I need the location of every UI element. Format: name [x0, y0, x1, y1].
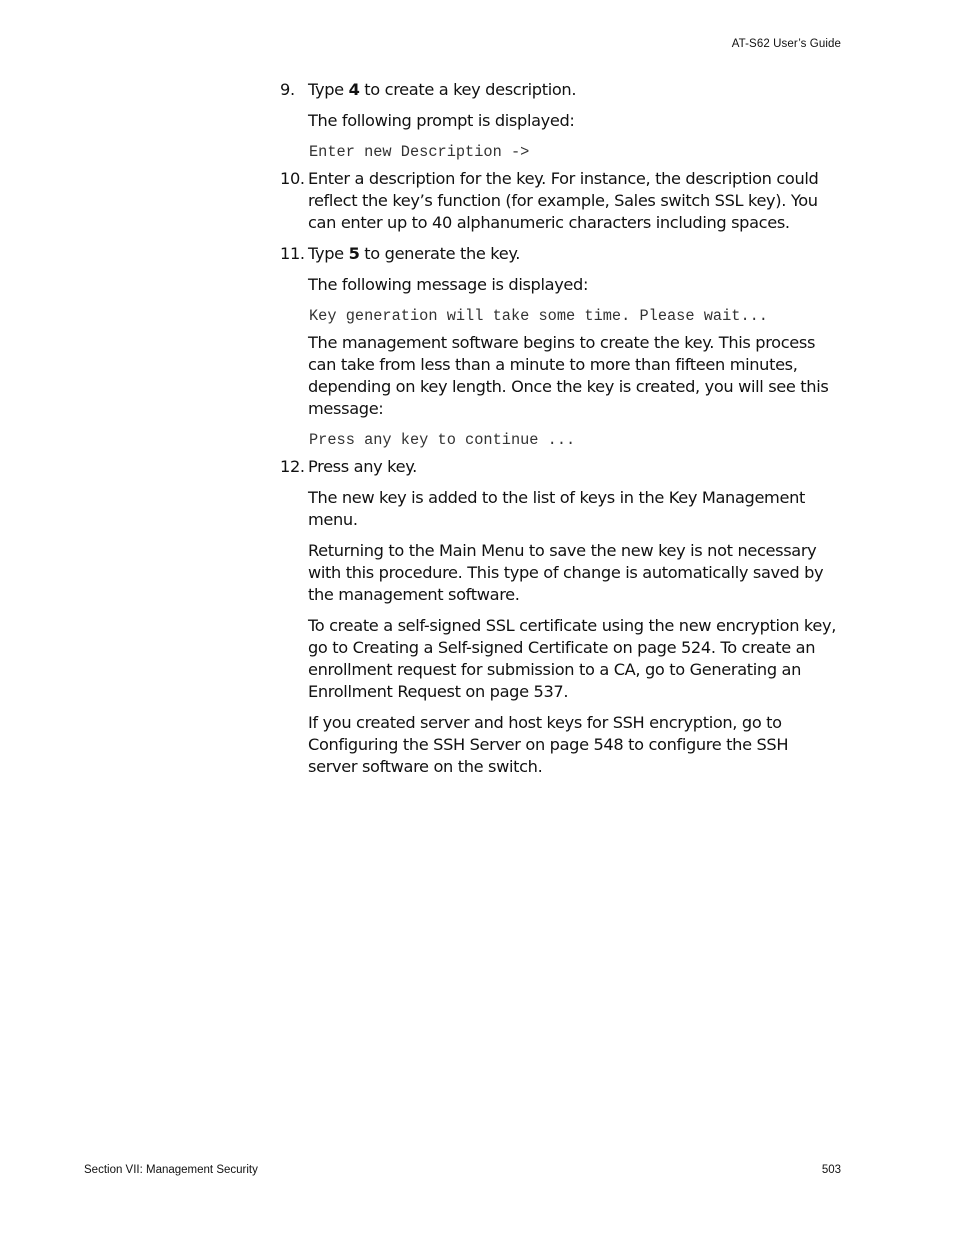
step-text: Press any key. — [308, 457, 417, 476]
step-key-bold: 5 — [348, 244, 360, 263]
paragraph-self-signed: To create a self-signed SSL certificate using the new encryption key, go to Creating a Self-signed Certificate on page 524. To create an enrollment request for submission to a CA, go to Generating an Enrollment Request on page 537. — [308, 616, 837, 701]
page-content — [280, 79, 842, 787]
paragraph-key-added: The new key is added to the list of keys in the Key Management menu. — [308, 488, 805, 529]
paragraph-returning: Returning to the Main Menu to save the new key is not necessary with this procedure. This type of change is automatically saved by the management software. — [308, 541, 824, 604]
step-text-post: to generate the key. — [359, 244, 521, 263]
paragraph-message-displayed: The following message is displayed: — [308, 275, 589, 294]
code-key-generation: Key generation will take some time. Please wait... — [309, 307, 768, 325]
step-text-pre: Type — [308, 244, 349, 263]
step-text-pre: Type — [308, 80, 349, 99]
code-press-any-key: Press any key to continue ... — [309, 431, 576, 449]
page-number: 503 — [821, 1164, 841, 1176]
step-9 — [280, 79, 842, 101]
paragraph-prompt-displayed: The following prompt is displayed: — [308, 111, 575, 130]
step-number: 12. — [280, 457, 305, 476]
step-key-bold: 4 — [348, 80, 360, 99]
paragraph-ssh: If you created server and host keys for SSH encryption, go to Configuring the SSH Server on page 548 to configure the SSH server software on the switch. — [308, 713, 789, 776]
step-text: Enter a description for the key. For instance, the description could reflect the key’s function (for example, Sales switch SSL key). You can enter up to 40 alphanumeric characters including spaces. — [308, 169, 819, 232]
footer-section: Section VII: Management Security — [84, 1164, 258, 1176]
step-10 — [280, 168, 842, 234]
paragraph-software-begins: The management software begins to create the key. This process can take from less than a minute to more than fifteen minutes, depending on key length. Once the key is created, you will see this message: — [308, 333, 829, 418]
code-enter-description: Enter new Description -> — [309, 143, 530, 161]
step-text-post: to create a key description. — [359, 80, 577, 99]
step-12 — [280, 456, 842, 478]
step-number: 11. — [280, 244, 305, 263]
step-11 — [280, 243, 842, 265]
step-number: 9. — [280, 80, 295, 99]
running-header: AT-S62 User’s Guide — [731, 38, 841, 50]
step-number: 10. — [280, 169, 305, 188]
